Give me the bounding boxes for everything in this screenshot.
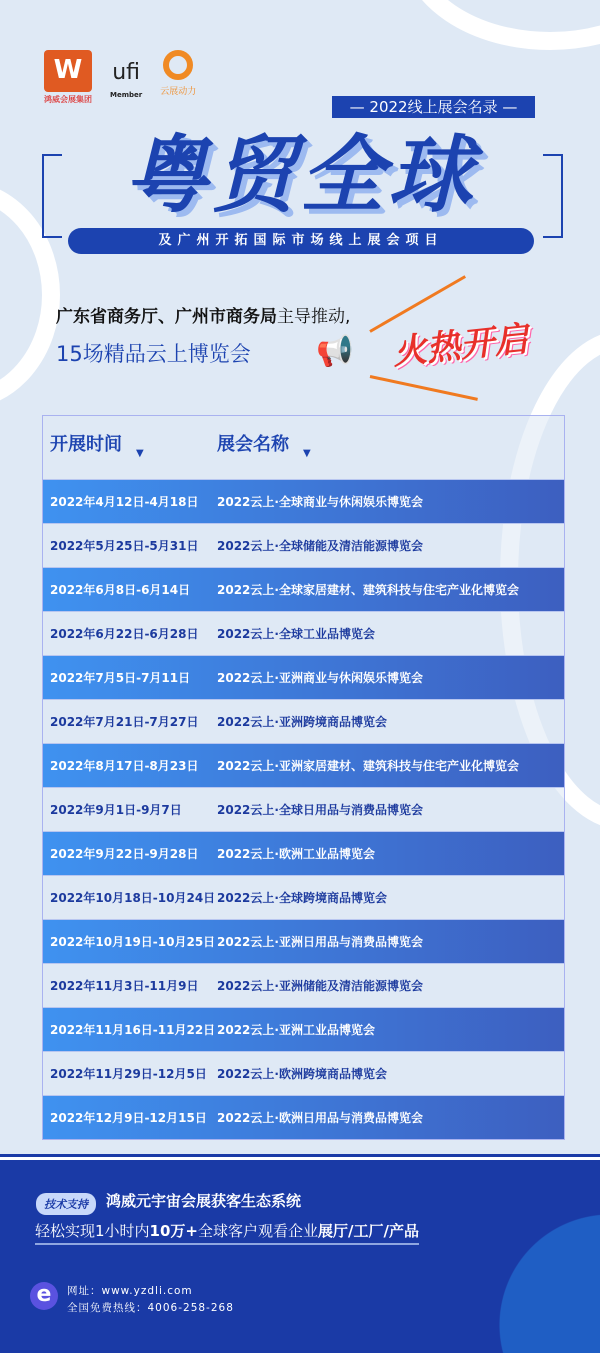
row-date: 2022年12月9日-12月15日 (50, 1111, 207, 1125)
table-row (43, 611, 564, 655)
table-row (43, 655, 564, 699)
row-date: 2022年5月25日-5月31日 (50, 539, 199, 553)
row-date: 2022年6月8日-6月14日 (50, 583, 191, 597)
column-header-date[interactable]: 开展时间 $_▼$ (50, 434, 144, 459)
decor-ring (409, 0, 600, 41)
hot-launch-text: 火热开启 (390, 318, 531, 373)
row-date: 2022年10月19日-10月25日 (50, 935, 216, 949)
tech-support-tag: 技术支持 (36, 1193, 96, 1215)
row-exhibition-name: 2022云上·欧洲日用品与消费品博览会 (217, 1111, 423, 1125)
table-row (43, 567, 564, 611)
hongwei-logo: W 鸿威会展集团 (44, 50, 92, 105)
row-exhibition-name: 2022云上·全球跨境商品博览会 (217, 891, 387, 905)
logo-bar (44, 50, 196, 106)
row-exhibition-name: 2022云上·全球日用品与消费品博览会 (217, 803, 423, 817)
table-row (43, 963, 564, 1007)
column-header-name[interactable]: 展会名称 $_▼$ (217, 434, 311, 459)
row-exhibition-name: 2022云上·欧洲跨境商品博览会 (217, 1067, 387, 1081)
caret-down-icon: ▼ (136, 448, 144, 459)
website[interactable]: 网址：www.yzdli.com (67, 1285, 193, 1297)
page-title: 粤贸全球 (123, 126, 476, 224)
table-row (43, 787, 564, 831)
row-date: 2022年7月21日-7月27日 (50, 715, 199, 729)
ufi-logo: ufi Member (110, 60, 143, 99)
row-exhibition-name: 2022云上·全球工业品博览会 (217, 627, 375, 641)
promo-line1: 广东省商务厅、广州市商务局主导推动, (56, 307, 351, 327)
row-date: 2022年7月5日-7月11日 (50, 671, 191, 685)
row-exhibition-name: 2022云上·亚洲工业品博览会 (217, 1023, 375, 1037)
row-date: 2022年4月12日-4月18日 (50, 495, 199, 509)
table-row (43, 743, 564, 787)
row-date: 2022年9月1日-9月7日 (50, 803, 182, 817)
bracket-left (42, 154, 62, 238)
table-row (43, 479, 564, 523)
table-row (43, 919, 564, 963)
row-date: 2022年11月3日-11月9日 (50, 979, 199, 993)
slogan: 轻松实现1小时内10万+全球客户观看企业展厅/工厂/产品 (35, 1220, 419, 1245)
table-row (43, 523, 564, 567)
row-date: 2022年6月22日-6月28日 (50, 627, 199, 641)
row-exhibition-name: 2022云上·亚洲家居建材、建筑科技与住宅产业化博览会 (217, 759, 519, 773)
row-exhibition-name: 2022云上·全球储能及清洁能源博览会 (217, 539, 423, 553)
table-row (43, 875, 564, 919)
row-exhibition-name: 2022云上·全球商业与休闲娱乐博览会 (217, 495, 423, 509)
exhibition-table (42, 415, 565, 1140)
row-exhibition-name: 2022云上·亚洲日用品与消费品博览会 (217, 935, 423, 949)
title-pill: 及广州开拓国际市场线上展会项目 (68, 228, 534, 254)
table-row (43, 831, 564, 875)
megaphone-icon: 📢 (316, 334, 354, 369)
system-name: 鸿威元宇宙会展获客生态系统 (106, 1192, 302, 1210)
subtitle-banner: — 2022线上展会名录 — (332, 96, 535, 118)
row-exhibition-name: 2022云上·欧洲工业品博览会 (217, 847, 375, 861)
row-date: 2022年11月16日-11月22日 (50, 1023, 216, 1037)
table-row (43, 699, 564, 743)
row-exhibition-name: 2022云上·亚洲储能及清洁能源博览会 (217, 979, 423, 993)
caret-down-icon: ▼ (303, 448, 311, 459)
table-row (43, 1007, 564, 1051)
row-date: 2022年9月22日-9月28日 (50, 847, 199, 861)
row-date: 2022年11月29日-12月5日 (50, 1067, 207, 1081)
browser-icon: e (30, 1282, 58, 1310)
table-row (43, 1051, 564, 1095)
row-date: 2022年10月18日-10月24日 (50, 891, 216, 905)
promo-line2: 15场精品云上博览会 (56, 342, 251, 366)
row-exhibition-name: 2022云上·全球家居建材、建筑科技与住宅产业化博览会 (217, 583, 519, 597)
row-exhibition-name: 2022云上·亚洲商业与休闲娱乐博览会 (217, 671, 423, 685)
table-header (43, 416, 564, 479)
table-row (43, 1095, 564, 1139)
hotline: 全国免费热线：4006-258-268 (67, 1302, 234, 1314)
cloud-logo: 云展动力 (160, 50, 196, 97)
footer (0, 1157, 600, 1353)
row-date: 2022年8月17日-8月23日 (50, 759, 199, 773)
bracket-right (543, 154, 563, 238)
row-exhibition-name: 2022云上·亚洲跨境商品博览会 (217, 715, 387, 729)
